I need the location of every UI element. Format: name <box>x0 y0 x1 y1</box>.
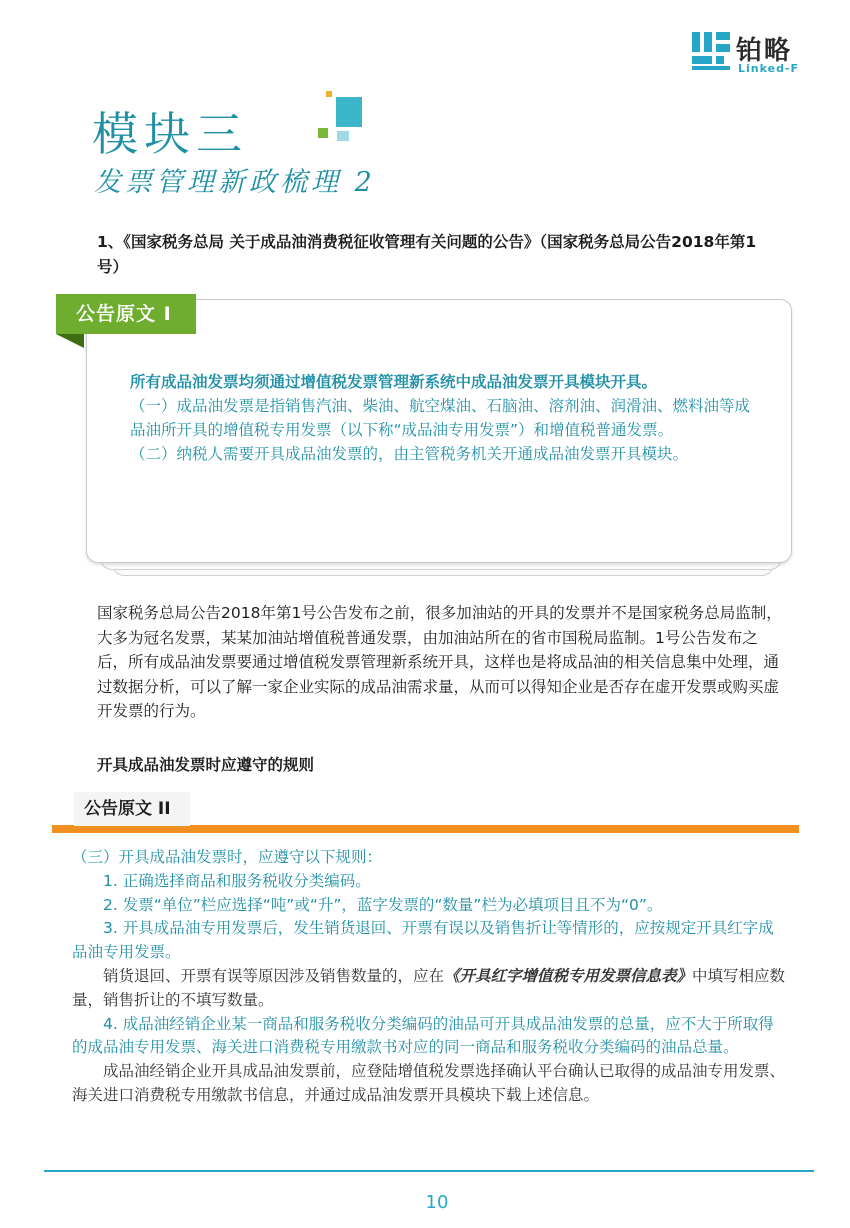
rule-3-note-b: 中填写相应数量，销售折让的不填写数量。 <box>72 966 786 1009</box>
notice-1-item-2: （二）纳税人需要开具成品油发票的，由主管税务机关开通成品油发票开具模块。 <box>130 445 689 463</box>
section-heading: 1、《国家税务总局 关于成品油消费税征收管理有关问题的公告》（国家税务总局公告2018年第1号） <box>97 233 757 276</box>
page-number: 10 <box>425 1192 449 1213</box>
rule-1: 1. 正确选择商品和服务税收分类编码。 <box>103 871 371 890</box>
logo-text-cn: 铂略 <box>736 36 793 66</box>
rule-4-note: 成品油经销企业开具成品油发票前，应登陆增值税发票选择确认平台确认已取得的成品油专用发票、海关进口消费税专用缴款书信息，并通过成品油发票开具模块下载上述信息。 <box>72 1062 786 1104</box>
notice-tab-fold <box>56 334 84 348</box>
brand-logo <box>692 30 812 74</box>
rule-3-note-form: 《开具红字增值税专用发票信息表》 <box>444 966 693 985</box>
rule-3-note <box>72 965 788 1013</box>
notice-1-item-1: （一）成品油发票是指销售汽油、柴油、航空煤油、石脑油、溶剂油、润滑油、燃料油等成品油所开具的增值税专用发票（以下称“成品油专用发票”）和增值税普通发票。 <box>130 397 751 439</box>
notice-tab-1: 公告原文 I <box>56 294 196 334</box>
rule-4: 4. 成品油经销企业某一商品和服务税收分类编码的油品可开具成品油发票的总量，应不大于所取得的成品油专用发票、海关进口消费税专用缴款书对应的同一商品和服务税收分类编码的油品总量。 <box>72 1014 774 1057</box>
decor-square-green <box>318 128 328 138</box>
notice-tab-2: 公告原文 II <box>74 792 190 826</box>
logo-mark-icon <box>692 32 730 70</box>
footer-divider <box>44 1170 814 1172</box>
notice-1-lead: 所有成品油发票均须通过增值税发票管理新系统中成品油发票开具模块开具。 <box>130 373 658 391</box>
decor-square-light <box>337 131 349 141</box>
rules-list <box>72 846 788 1108</box>
rule-2: 2. 发票“单位”栏应选择“吨”或“升”，蓝字发票的“数量”栏为必填项目且不为“0”。 <box>103 895 663 914</box>
body-paragraph: 国家税务总局公告2018年第1号公告发布之前，很多加油站的开具的发票并不是国家税务总局监制，大多为冠名发票，某某加油站增值税普通发票，由加油站所在的省市国税局监制。1号公告发布之后，所有成品油发票要通过增值税发票管理新系统开具，这样也是将成品油的相关信息集中处理，通过数据分析，可以了解一家企业实际的成品油需求量，从而可以得知企业是否存在虚开发票或购买虚开发票的行为。 <box>97 604 782 720</box>
rule-3: 3. 开具成品油专用发票后，发生销货退回、开票有误以及销售折让等情形的，应按规定开具红字成品油专用发票。 <box>72 919 774 962</box>
logo-text-en: Linked-F <box>738 62 800 75</box>
rules-heading: 开具成品油发票时应遵守的规则 <box>97 756 315 774</box>
decor-square-small <box>326 91 332 97</box>
rules-intro: （三）开具成品油发票时，应遵守以下规则： <box>72 848 383 866</box>
notice-1-content <box>130 370 760 466</box>
decor-square-large <box>336 97 362 127</box>
page-title: 模块三 <box>92 107 248 161</box>
notice-2-bar <box>52 825 799 833</box>
rule-3-note-a: 销货退回、开票有误等原因涉及销售数量的，应在 <box>103 966 445 985</box>
page-subtitle: 发票管理新政梳理 2 <box>94 167 376 198</box>
